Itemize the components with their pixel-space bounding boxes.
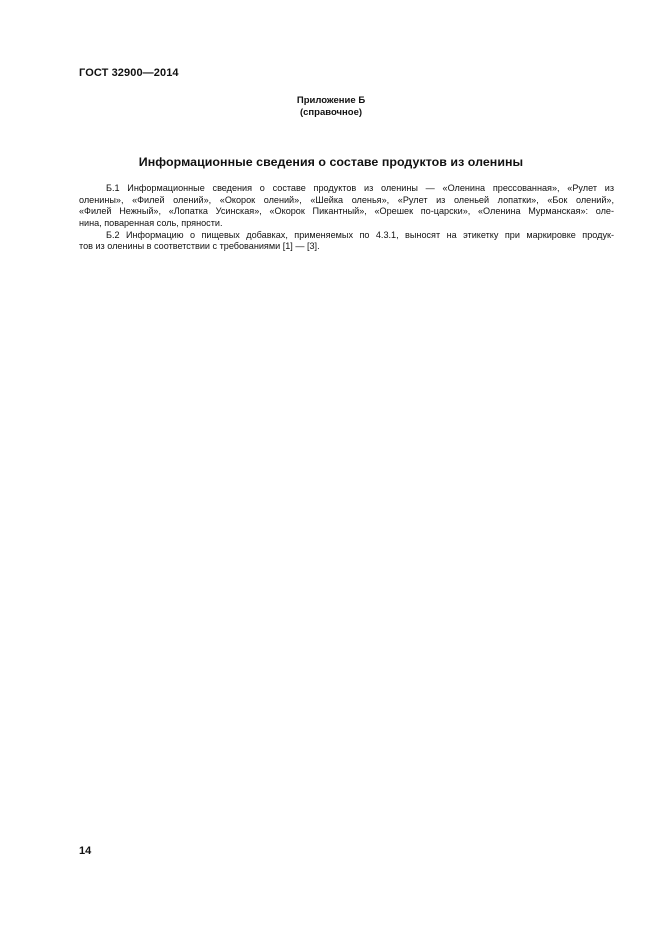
paragraph-line: оленины», «Филей олений», «Окорок олений», «Шейка оленья», «Рулет из оленьей лопатки», «Бок олений», <box>79 194 614 205</box>
page-number: 14 <box>79 845 92 857</box>
paragraph-b2 <box>79 230 614 253</box>
paragraph-line: Б.2 Информацию о пищевых добавках, применяемых по 4.3.1, выносят на этикетку при маркировке продук- <box>106 229 614 240</box>
appendix-body <box>79 183 614 253</box>
paragraph-line: «Филей Нежный», «Лопатка Усинская», «Окорок Пикантный», «Орешек по-царски», «Оленина Мурманская»: оле- <box>79 206 614 217</box>
paragraph-line: нина, поваренная соль, пряности. <box>79 218 223 229</box>
appendix-title: Приложение Б <box>296 95 366 106</box>
appendix-kind: (справочное) <box>299 107 363 118</box>
paragraph-line: Б.1 Информационные сведения о составе продуктов из оленины — «Оленина прессованная», «Рулет из <box>106 183 614 193</box>
paragraph-b1 <box>79 183 614 230</box>
section-heading: Информационные сведения о составе продуктов из оленины <box>138 155 524 169</box>
paragraph-line: тов из оленины в соответствии с требованиями [1] — [3]. <box>79 241 320 252</box>
document-code: ГОСТ 32900—2014 <box>79 67 179 79</box>
